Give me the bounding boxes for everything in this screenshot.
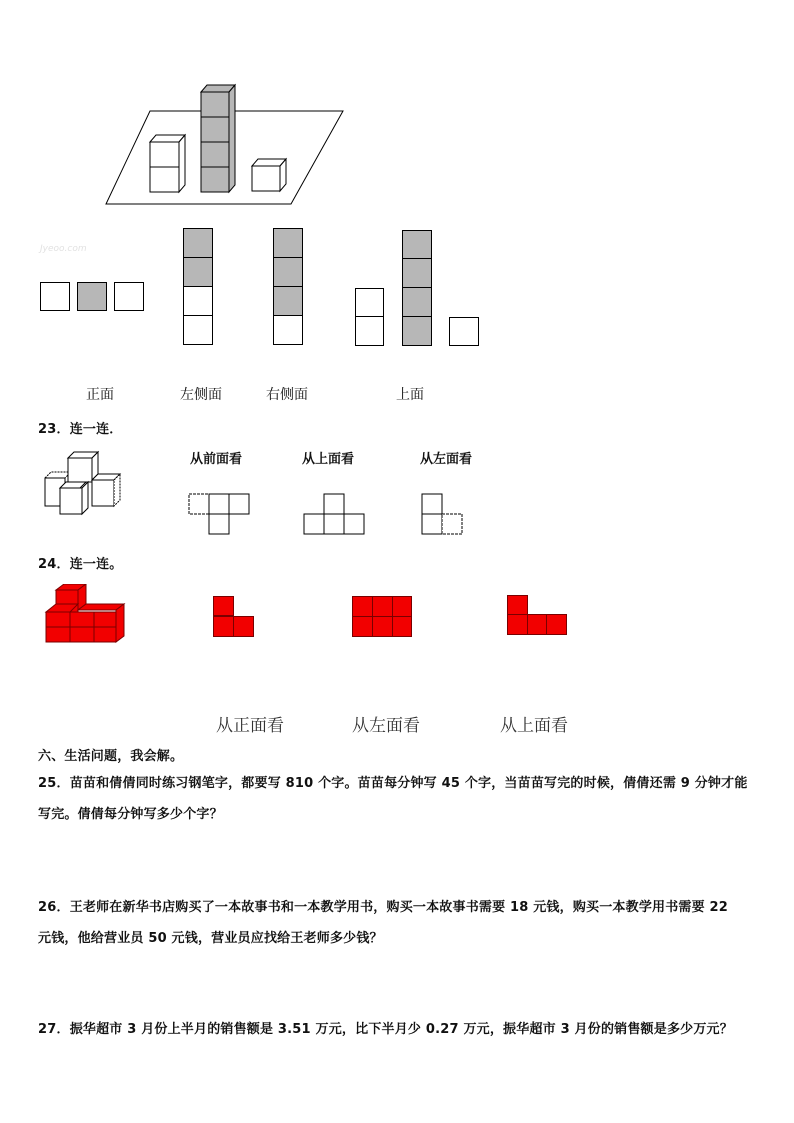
label-right-side: 右侧面 [266, 387, 308, 403]
q24-label-top: 从上面看 [500, 716, 568, 736]
q23-title: 23．连一连． [38, 422, 123, 437]
q23-label-left: 从左面看 [420, 452, 473, 467]
q23-cube-figure [40, 448, 140, 520]
label-top: 上面 [396, 387, 424, 403]
q23-view-shape-c[interactable] [420, 492, 466, 538]
q23-view-shape-b[interactable] [303, 492, 367, 538]
q23-label-top: 从上面看 [302, 452, 355, 467]
watermark: Jyeoo.com [40, 244, 87, 254]
q26-line1: 26．王老师在新华书店购买了一本故事书和一本教学用书，购买一本故事书需要 18 元钱，购买一本教学用书需要 22 [38, 900, 729, 915]
q24-title: 24．连一连。 [38, 557, 123, 572]
q25-line2: 写完。倩倩每分钟写多少个字？ [38, 807, 223, 822]
q24-label-front: 从正面看 [216, 716, 284, 736]
cube-stack-figure [100, 80, 350, 210]
q26-line2: 元钱，他给营业员 50 元钱，营业员应找给王老师多少钱？ [38, 931, 383, 946]
section6-title: 六、生活问题，我会解。 [38, 749, 184, 764]
q27-line1: 27．振华超市 3 月份上半月的销售额是 3.51 万元，比下半月少 0.27 万元，振华超市 3 月份的销售额是多少万元？ [38, 1022, 733, 1037]
q25-line1: 25．苗苗和倩倩同时练习钢笔字，都要写 810 个字。苗苗每分钟写 45 个字，当苗苗写完的时候，倩倩还需 9 分钟才能 [38, 776, 748, 791]
q24-label-left: 从左面看 [352, 716, 420, 736]
q23-label-front: 从前面看 [190, 452, 243, 467]
q24-red-block-figure [44, 584, 130, 646]
label-left-side: 左侧面 [180, 387, 222, 403]
q23-view-shape-a[interactable] [188, 492, 252, 538]
label-front: 正面 [86, 387, 114, 403]
